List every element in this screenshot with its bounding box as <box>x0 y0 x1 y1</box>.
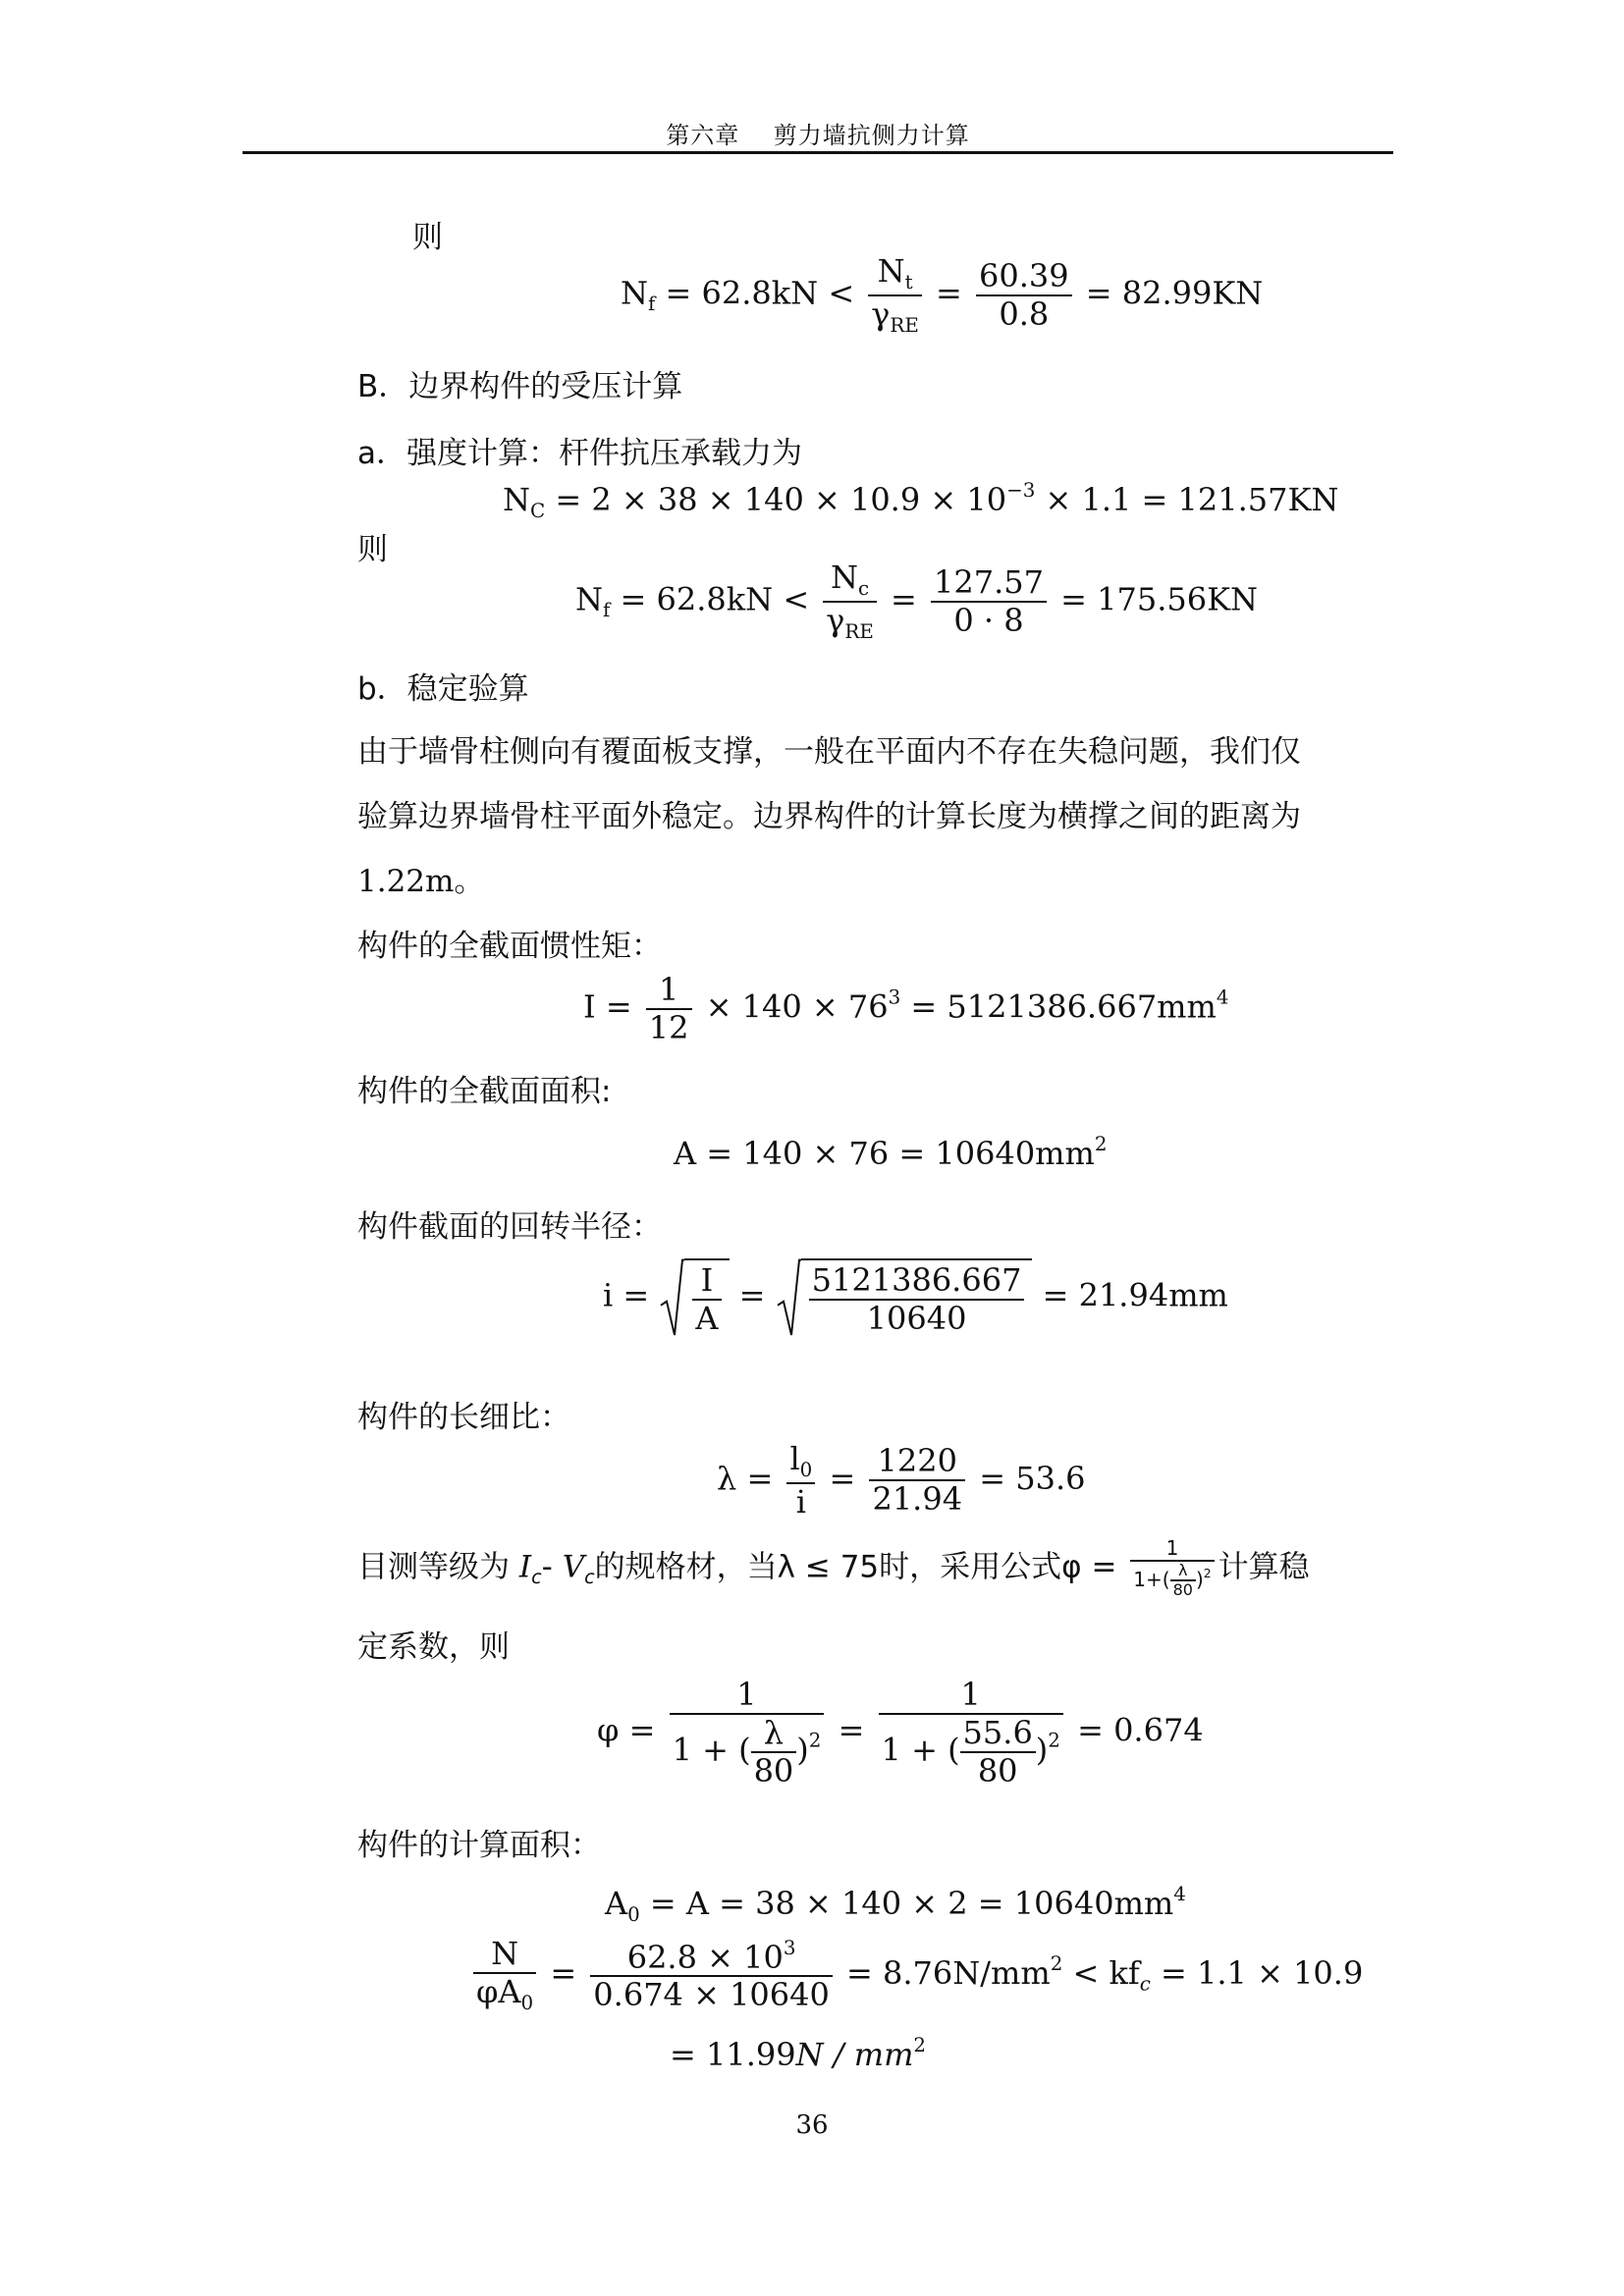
inertia-label: 构件的全截面惯性矩： <box>357 929 662 964</box>
fraction: $\frac{1}{12}$ <box>646 972 692 1046</box>
fraction: $\frac{l_0}{i}$ <box>786 1441 815 1521</box>
formula-11: = $11.99N / mm^2$ <box>670 2034 927 2073</box>
formula-2: $N_C = 2 \times 38 \times 140 \times 10.9 \times 10^{-3} \times 1.1 = 121.57KN$ <box>503 479 1339 522</box>
fraction: $\frac{60.39}{0.8}$ <box>976 258 1072 333</box>
paragraph-line-3: 1.22m。 <box>357 864 485 899</box>
formula-1: $N_f = 62.8kN$ < $\frac{N_t}{\gamma_{RE}}$ = $\frac{60.39}{0.8}$ = 82.99KN <box>621 252 1264 337</box>
calc-area-label: 构件的计算面积： <box>357 1828 601 1863</box>
strength-calc-line: a．强度计算：杆件抗压承载力为 <box>357 436 802 471</box>
header-rule <box>243 151 1393 154</box>
stability-coefficient-line: 定系数，则 <box>357 1629 510 1665</box>
formula-6: i = $\frac{I}{A}$ = $\frac{5121386.667}{10640}$ = 21.94mm <box>603 1258 1228 1337</box>
sqrt-symbol <box>776 1258 1033 1337</box>
grade-line: 目测等级为 $I_c-$ $V_c$的规格材，当λ ≤ 75时，采用公式φ = 1 1+( $\frac{\lambda}{80}$ )$^2$ 计算稳 <box>357 1536 1310 1600</box>
sqrt-symbol <box>659 1258 729 1337</box>
paragraph-line-2: 验算边界墙骨柱平面外稳定。边界构件的计算长度为横撑之间的距离为 <box>357 799 1301 834</box>
paragraph-line-1: 由于墙骨柱侧向有覆面板支撑，一般在平面内不存在失稳问题，我们仅 <box>357 734 1301 770</box>
fraction: $\frac{I}{A}$ <box>692 1262 721 1337</box>
text-ze-1: 则 <box>412 220 443 255</box>
fraction: $\frac{N_c}{\gamma_{RE}}$ <box>823 560 877 644</box>
chapter-title: 剪力墙抗侧力计算 <box>773 122 970 149</box>
formula-7: λ = $\frac{l_0}{i}$ = $\frac{1220}{21.94}$ = 53.6 <box>717 1440 1086 1521</box>
chapter-label: 第六章 <box>666 122 740 149</box>
formula-5: $A = 140 \times 76 = 10640mm^2$ <box>674 1133 1108 1172</box>
fraction: $\frac{N}{\varphi A_0}$ <box>473 1936 536 2015</box>
formula-3: $N_f = 62.8kN$ < $\frac{N_c}{\gamma_{RE}}$ = $\frac{127.57}{0 \cdot 8}$ = 175.56KN <box>575 559 1258 643</box>
formula-10: $\frac{N}{\varphi A_0}$ = $\frac{62.8 \times 10^3}{0.674 \times 10640}$ = $8.76N/mm^2 < kf_c = 1.1 \times 10.9$ <box>469 1936 1363 2015</box>
fraction: $\frac{127.57}{0 \cdot 8}$ <box>931 564 1047 639</box>
formula-8: φ = 1 1 + ( $\frac{\lambda}{80}$ )$^2$ = 1 1 + ( $\frac{55.6}{80}$ )$^2$ = 0.674 <box>597 1676 1204 1789</box>
fraction: 1 1 + ( $\frac{55.6}{80}$ )$^2$ <box>879 1677 1063 1789</box>
formula-9: $A_0 = A = 38 \times 140 \times 2 = 10640mm^4$ <box>605 1883 1186 1926</box>
page-number: 36 <box>795 2110 829 2140</box>
slenderness-label: 构件的长细比： <box>357 1400 570 1435</box>
stability-check-line: b．稳定验算 <box>357 671 529 707</box>
radius-label: 构件截面的回转半径： <box>357 1209 662 1245</box>
section-b-heading: B．边界构件的受压计算 <box>357 369 683 404</box>
formula-4: I = $\frac{1}{12}$ × $140 \times 76^3 = 5121386.667mm^4$ <box>583 971 1229 1046</box>
fraction: 1 1 + ( $\frac{\lambda}{80}$ )$^2$ <box>670 1677 825 1789</box>
fraction: $\frac{5121386.667}{10640}$ <box>809 1262 1025 1337</box>
area-label: 构件的全截面面积: <box>357 1074 612 1109</box>
inline-phi-fraction: 1 1+( $\frac{\lambda}{80}$ )$^2$ <box>1130 1537 1214 1600</box>
fraction: $\frac{N_t}{\gamma_{RE}}$ <box>868 253 922 338</box>
page-header <box>243 116 1393 151</box>
fraction: $\frac{1220}{21.94}$ <box>869 1443 965 1518</box>
fraction: $\frac{62.8 \times 10^3}{0.674 \times 10640}$ <box>590 1938 833 2013</box>
text-ze-2: 则 <box>357 532 388 567</box>
